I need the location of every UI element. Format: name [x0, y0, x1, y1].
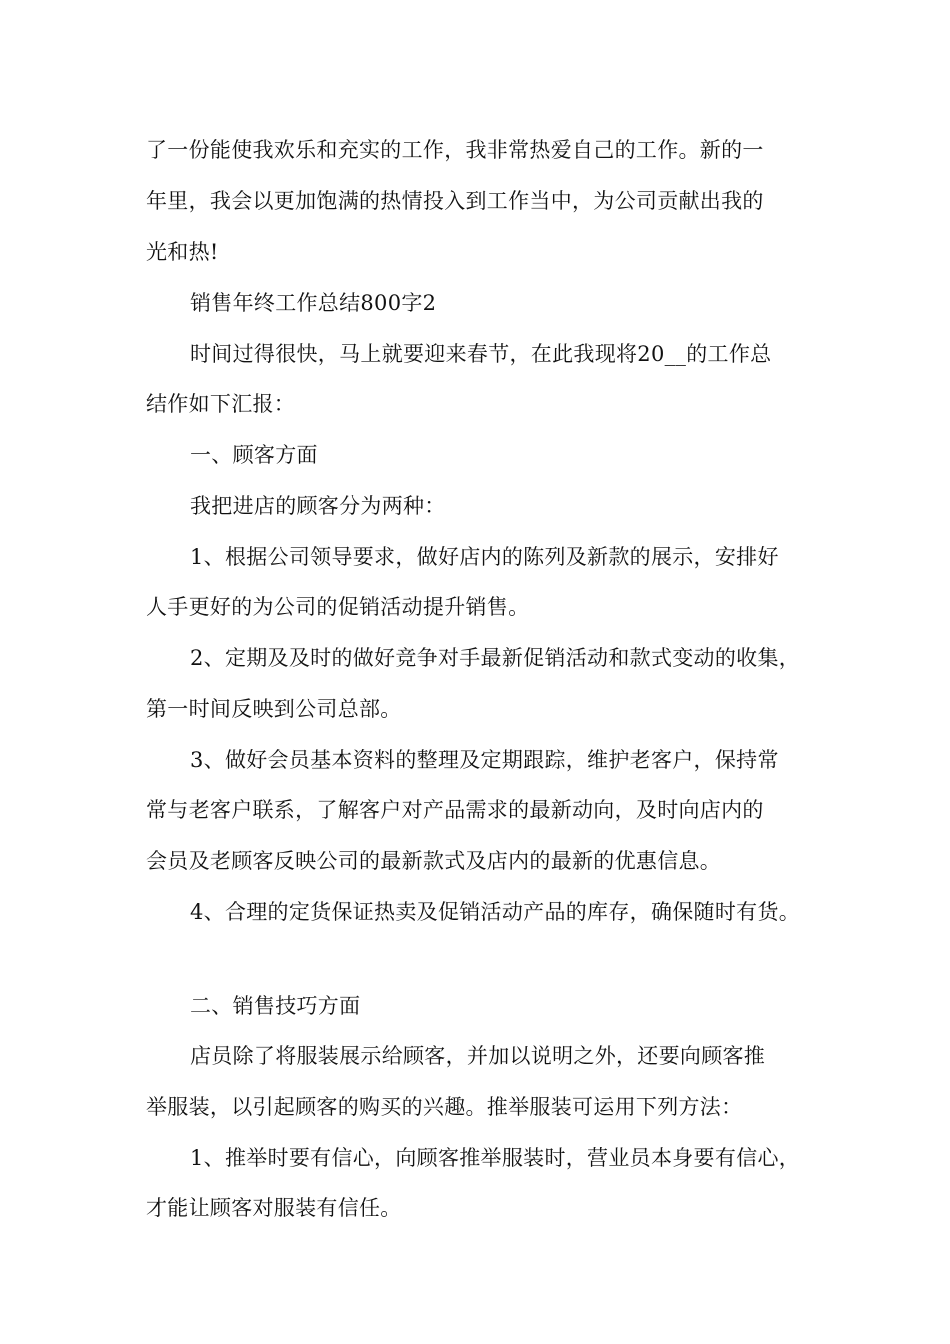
- list-item: 3、做好会员基本资料的整理及定期跟踪，维护老客户，保持常: [190, 748, 779, 772]
- list-item-continuation: 才能让顾客对服装有信任。: [146, 1196, 402, 1220]
- list-item-continuation: 会员及老顾客反映公司的最新款式及店内的最新的优惠信息。: [146, 849, 722, 873]
- list-item: 1、推举时要有信心，向顾客推举服装时，营业员本身要有信心，: [190, 1146, 801, 1170]
- list-item-continuation: 常与老客户联系，了解客户对产品需求的最新动向，及时向店内的: [146, 798, 764, 822]
- section-heading: 二、销售技巧方面: [190, 994, 361, 1018]
- list-item: 4、合理的定货保证热卖及促销活动产品的库存，确保随时有货。: [190, 900, 801, 924]
- paragraph-line: 店员除了将服装展示给顾客，并加以说明之外，还要向顾客推: [190, 1044, 766, 1068]
- paragraph-line: 年里，我会以更加饱满的热情投入到工作当中，为公司贡献出我的: [146, 189, 764, 213]
- section-heading: 一、顾客方面: [190, 443, 318, 467]
- section-title: 销售年终工作总结800字2: [190, 291, 437, 315]
- paragraph-line: 结作如下汇报：: [146, 392, 296, 416]
- paragraph-line: 了一份能使我欢乐和充实的工作，我非常热爱自己的工作。新的一: [146, 138, 764, 162]
- paragraph-line: 光和热!: [146, 240, 219, 264]
- list-item-continuation: 第一时间反映到公司总部。: [146, 697, 402, 721]
- list-item: 1、根据公司领导要求，做好店内的陈列及新款的展示，安排好: [190, 545, 779, 569]
- list-item: 2、定期及及时的做好竞争对手最新促销活动和款式变动的收集，: [190, 646, 801, 670]
- paragraph-line: 举服装，以引起顾客的购买的兴趣。推举服装可运用下列方法：: [146, 1095, 743, 1119]
- list-item-continuation: 人手更好的为公司的促销活动提升销售。: [146, 595, 530, 619]
- paragraph-line: 我把进店的顾客分为两种：: [190, 494, 446, 518]
- paragraph-line: 时间过得很快，马上就要迎来春节，在此我现将20__的工作总: [190, 342, 772, 366]
